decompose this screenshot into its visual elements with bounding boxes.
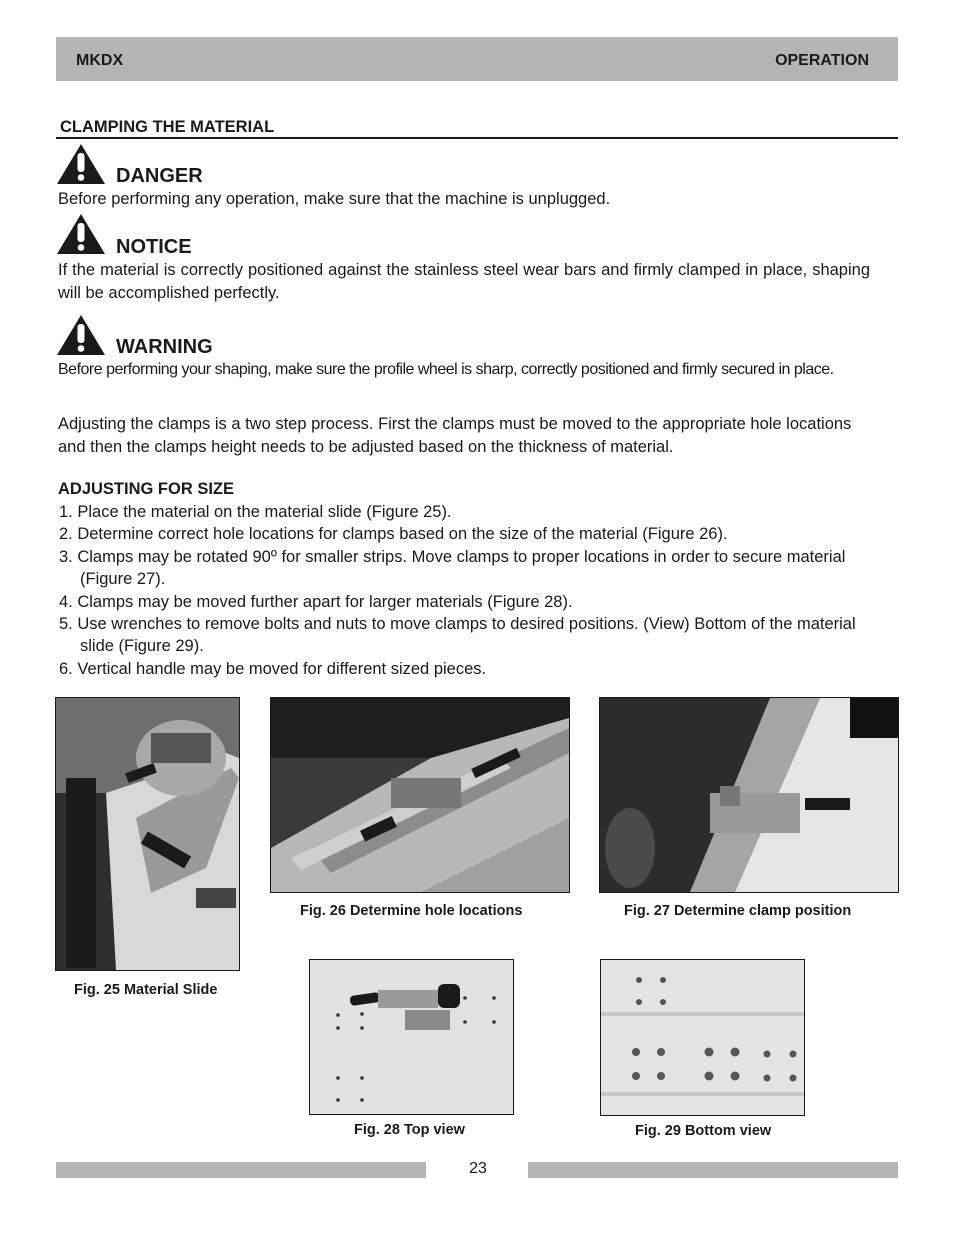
list-item: 2. Determine correct hole locations for clamps based on the size of the material (Figure 26). [59,525,728,544]
list-item: 6. Vertical handle may be moved for different sized pieces. [59,659,487,678]
fig29-photo [600,959,805,1116]
list-item: 1. Place the material on the material slide (Figure 25). [59,503,452,521]
list-item: 3. Clamps may be rotated 90º for smaller strips. Move clamps to proper locations in order to secure material (Figure 27). [59,547,846,589]
section-divider [56,137,898,139]
header-bar [56,37,898,81]
page-number: 23 [469,1160,487,1177]
fig26-photo [270,697,570,893]
notice-heading: NOTICE [116,236,192,258]
notice-text: If the material is correctly positioned against the stainless steel wear bars and firmly clamped in place, shaping will be accomplished perfectly. [58,261,870,302]
footer-bar-right [528,1162,898,1178]
warning-triangle-icon [57,214,105,254]
warning-triangle-icon [57,315,105,355]
list-item: 4. Clamps may be moved further apart for larger materials (Figure 28). [59,592,573,611]
fig25-caption: Fig. 25 Material Slide [74,982,218,998]
fig27-photo [599,697,899,893]
fig29-caption: Fig. 29 Bottom view [635,1123,772,1139]
warning-heading: WARNING [116,336,213,358]
section-title: CLAMPING THE MATERIAL [60,118,275,136]
fig26-caption: Fig. 26 Determine hole locations [300,903,523,919]
warning-text: Before performing your shaping, make sure the profile wheel is sharp, correctly positioned and firmly secured in place. [58,361,834,378]
danger-text: Before performing any operation, make sure that the machine is unplugged. [58,190,611,208]
adjusting-steps [58,501,878,680]
header-model: MKDX [76,52,124,69]
warning-triangle-icon [57,144,105,184]
fig28-caption: Fig. 28 Top view [354,1122,465,1138]
fig27-caption: Fig. 27 Determine clamp position [624,903,852,919]
fig28-photo [309,959,514,1115]
danger-heading: DANGER [116,165,203,187]
adjusting-title: ADJUSTING FOR SIZE [58,480,235,498]
list-item: 5. Use wrenches to remove bolts and nuts to move clamps to desired positions. (View) Bottom of the material slide (Figure 29). [59,615,856,656]
header-section: OPERATION [775,52,869,69]
footer-bar-left [56,1162,426,1178]
intro-paragraph: Adjusting the clamps is a two step process. First the clamps must be moved to the appropriate hole locations and then the clamps height needs to be adjusted based on the thickness of material. [58,415,852,456]
fig25-photo [55,697,240,971]
